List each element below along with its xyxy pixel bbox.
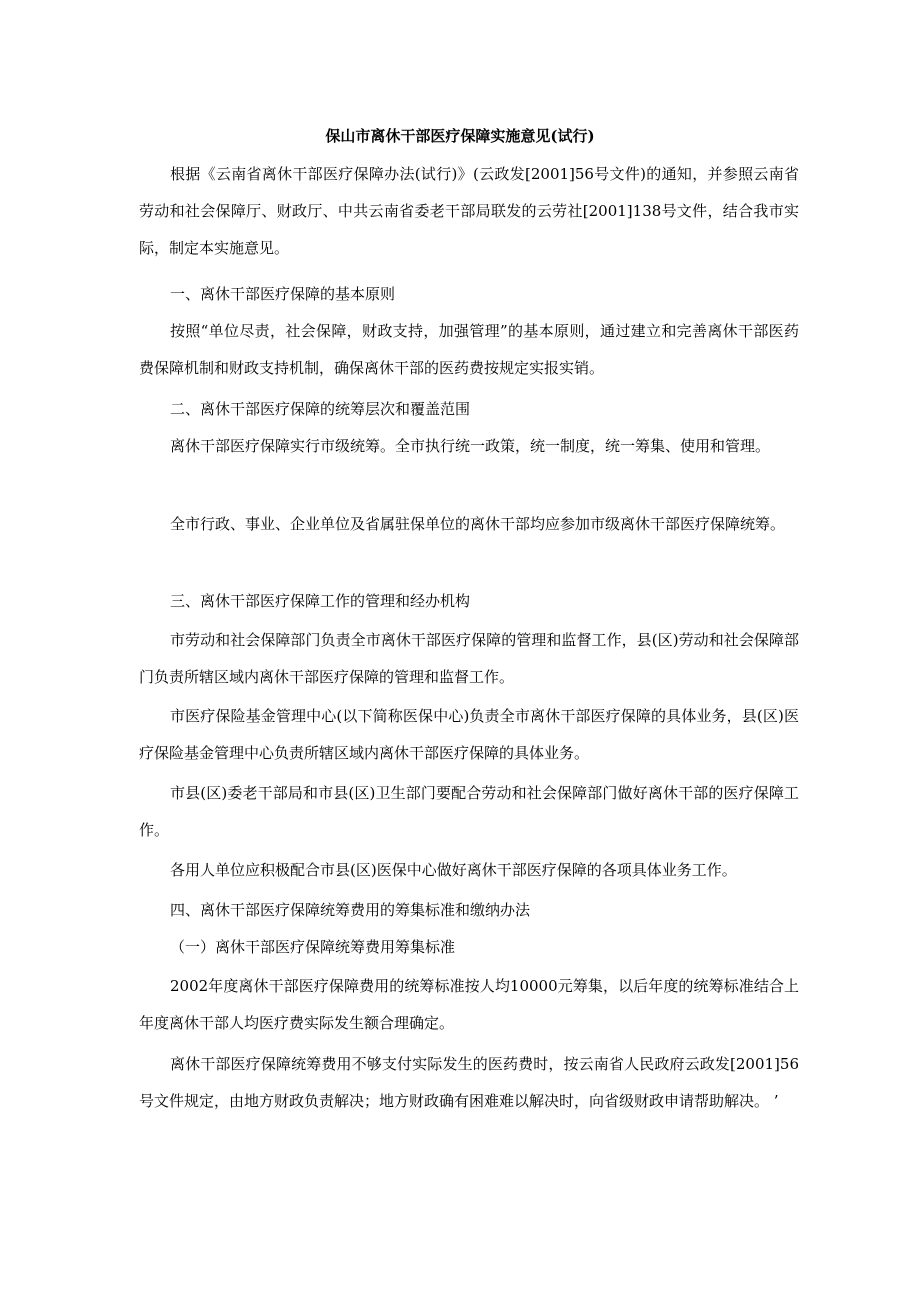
intro-paragraph: 根据《云南省离休干部医疗保障办法(试行)》(云政发[2001]56号文件)的通知，并参照云南省劳动和社会保障厅、财政厅、中共云南省委老干部局联发的云劳社[2001]138号文件，结合我市实际，制定本实施意见。 [139, 165, 799, 257]
section-3-paragraph-2: 市医疗保险基金管理中心(以下简称医保中心)负责全市离休干部医疗保障的具体业务，县(区)医疗保险基金管理中心负责所辖区域内离休干部医疗保障的具体业务。 [139, 707, 799, 762]
section-2-paragraph-2: 全市行政、事业、企业单位及省属驻保单位的离休干部均应参加市级离休干部医疗保障统筹。 [170, 515, 786, 533]
section-1-paragraph-1: 按照“单位尽责，社会保障，财政支持，加强管理”的基本原则，通过建立和完善离休干部医药费保障机制和财政支持机制，确保离休干部的医药费按规定实报实销。 [139, 322, 799, 377]
section-4-heading: 四、离休干部医疗保障统筹费用的筹集标准和缴纳办法 [170, 901, 531, 919]
section-4-paragraph-2: 离休干部医疗保障统筹费用不够支付实际发生的医药费时，按云南省人民政府云政发[2001]56号文件规定，由地方财政负责解决；地方财政确有困难难以解决时，向省级财政申请帮助解决。 ’ [139, 1055, 799, 1110]
section-3-paragraph-1: 市劳动和社会保障部门负责全市离休干部医疗保障的管理和监督工作，县(区)劳动和社会保障部门负责所辖区域内离休干部医疗保障的管理和监督工作。 [139, 631, 799, 686]
section-4-subheading-1: （一）离休干部医疗保障统筹费用筹集标准 [170, 938, 456, 956]
section-3-heading: 三、离休干部医疗保障工作的管理和经办机构 [170, 592, 471, 610]
section-4-paragraph-1: 2002年度离休干部医疗保障费用的统筹标准按人均10000元筹集，以后年度的统筹标准结合上年度离休干部人均医疗费实际发生额合理确定。 [139, 977, 799, 1032]
section-3-paragraph-4: 各用人单位应积极配合市县(区)医保中心做好离休干部医疗保障的各项具体业务工作。 [170, 861, 737, 879]
section-3-paragraph-3: 市县(区)委老干部局和市县(区)卫生部门要配合劳动和社会保障部门做好离休干部的医疗保障工作。 [139, 784, 799, 839]
section-1-heading: 一、离休干部医疗保障的基本原则 [170, 285, 396, 303]
document-title: 保山市离休干部医疗保障实施意见(试行) [325, 127, 595, 145]
section-2-heading: 二、离休干部医疗保障的统筹层次和覆盖范围 [170, 400, 471, 418]
section-2-paragraph-1: 离休干部医疗保障实行市级统筹。全市执行统一政策，统一制度，统一筹集、使用和管理。 [170, 437, 771, 455]
